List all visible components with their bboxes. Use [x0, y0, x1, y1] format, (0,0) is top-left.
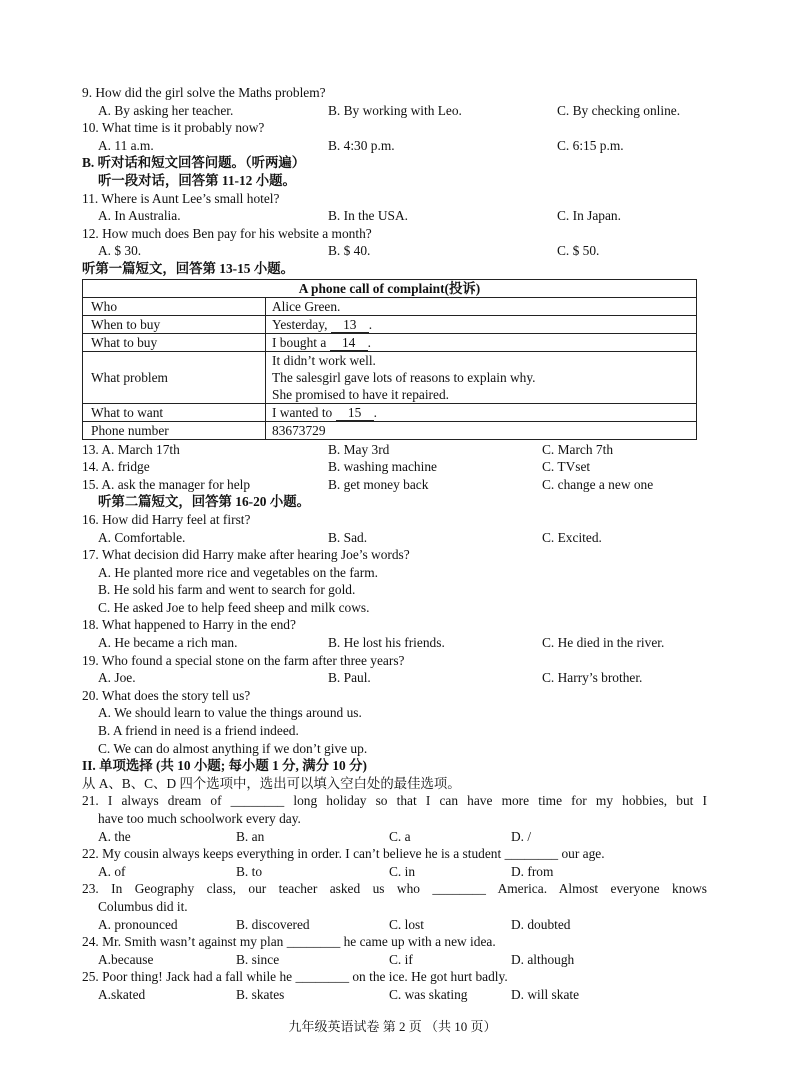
question-9-stem: 9. How did the girl solve the Maths problem?: [82, 85, 326, 100]
question-13-stem: 13. A. March 17th: [82, 441, 180, 457]
option-b: B. 4:30 p.m.: [328, 137, 395, 153]
question-10-stem: 10. What time is it probably now?: [82, 120, 265, 136]
option-d: D. although: [511, 951, 575, 967]
option-c: C. In Japan.: [557, 208, 621, 224]
option-a: A. Comfortable.: [98, 529, 186, 545]
question-14-options: [82, 458, 707, 476]
option-b: B. In the USA.: [328, 208, 408, 224]
option-a: A. He planted more rice and vegetables on the farm.: [98, 564, 378, 580]
problem-line-1: It didn’t work well.: [272, 352, 376, 368]
row-value: Alice Green.: [266, 297, 697, 315]
option-b: B. an: [236, 828, 265, 844]
question-22-options: [82, 863, 707, 881]
option-c: C. $ 50.: [557, 243, 600, 259]
option-b: B. washing machine: [328, 459, 437, 475]
problem-line-2: The salesgirl gave lots of reasons to explain why.: [272, 369, 536, 385]
option-c: C. was skating: [389, 986, 468, 1002]
page-footer: 九年级英语试卷 第 2 页 （共 10 页）: [288, 1019, 497, 1034]
option-b: B. May 3rd: [328, 441, 390, 457]
option-b: B. He sold his farm and went to search for gold.: [98, 582, 356, 598]
option-c: C. Harry’s brother.: [542, 670, 643, 686]
option-b: B. skates: [236, 986, 285, 1002]
question-19-options: [82, 669, 707, 687]
option-d: D. from: [511, 863, 554, 879]
question-12-stem: 12. How much does Ben pay for his website a month?: [82, 225, 372, 241]
passage-2-intro: 听第二篇短文，回答第 16-20 小题。: [98, 494, 311, 510]
option-d: D. doubted: [511, 916, 571, 932]
section-ii-instructions: 从 A、B、C、D 四个选项中，选出可以填入空白处的最佳选项。: [82, 775, 461, 791]
row-label: What to want: [83, 403, 266, 421]
question-16-stem: 16. How did Harry feel at first?: [82, 511, 251, 527]
row-label: What to buy: [83, 333, 266, 351]
question-20-stem: 20. What does the story tell us?: [82, 687, 251, 703]
option-a: A. By asking her teacher.: [98, 102, 234, 118]
question-25-stem: 25. Poor thing! Jack had a fall while he ________ on the ice. He got hurt badly.: [82, 969, 508, 985]
blank-13: 13: [331, 318, 369, 333]
option-a: A. pronounced: [98, 916, 178, 932]
table-row: [83, 297, 697, 315]
dialogue-intro: 听一段对话，回答第 11-12 小题。: [98, 172, 296, 188]
option-a: A.because: [98, 951, 154, 967]
question-15-options: [82, 476, 707, 494]
option-a: A. $ 30.: [98, 243, 142, 259]
question-11-stem: 11. Where is Aunt Lee’s small hotel?: [82, 190, 280, 206]
question-22-stem: 22. My cousin always keeps everything in order. I can’t believe he is a student ________ our age.: [82, 846, 605, 862]
row-label: When to buy: [83, 315, 266, 333]
row-prefix: Yesterday,: [272, 316, 331, 332]
question-23-options: [82, 916, 707, 934]
option-d: D. /: [511, 828, 532, 844]
question-9-options: [82, 102, 707, 120]
option-a: A. Joe.: [98, 670, 136, 686]
option-b: B. He lost his friends.: [328, 635, 445, 651]
question-10-options: [82, 137, 707, 155]
table-row: [83, 351, 697, 403]
passage-1-intro: 听第一篇短文，回答第 13-15 小题。: [82, 260, 295, 276]
question-18-options: [82, 634, 707, 652]
row-value: [266, 351, 697, 403]
option-b: B. get money back: [328, 476, 429, 492]
option-a: A.skated: [98, 986, 146, 1002]
question-12-options: [82, 242, 707, 260]
option-c: C. 6:15 p.m.: [557, 137, 624, 153]
row-value: [266, 333, 697, 351]
option-a: A. In Australia.: [98, 208, 181, 224]
option-c: C. lost: [389, 916, 424, 932]
option-c: C. a: [389, 828, 411, 844]
row-value: [266, 315, 697, 333]
question-24-stem: 24. Mr. Smith wasn’t against my plan ________ he came up with a new idea.: [82, 934, 496, 950]
row-suffix: .: [373, 404, 377, 420]
option-b: B. A friend in need is a friend indeed.: [98, 723, 299, 739]
section-ii-heading: II. 单项选择 (共 10 小题; 每小题 1 分, 满分 10 分): [82, 758, 367, 774]
table-title: A phone call of complaint(投诉): [83, 279, 697, 297]
row-prefix: I bought a: [272, 334, 330, 350]
question-18-stem: 18. What happened to Harry in the end?: [82, 617, 296, 633]
option-c: C. He asked Joe to help feed sheep and milk cows.: [98, 599, 370, 615]
question-21-line-1: 21. I always dream of ________ long holiday so that I can have more time for my hobbies, but I: [82, 793, 707, 809]
row-suffix: .: [368, 316, 373, 332]
question-23-line-1: 23. In Geography class, our teacher asked us who ________ America. Almost everyone knows: [82, 881, 707, 897]
option-c: C. By checking online.: [557, 102, 681, 118]
option-b: B. discovered: [236, 916, 310, 932]
question-17-stem: 17. What decision did Harry make after hearing Joe’s words?: [82, 547, 410, 563]
option-c: C. if: [389, 951, 413, 967]
option-c: C. in: [389, 863, 416, 879]
option-c: C. He died in the river.: [542, 635, 665, 651]
question-21-line-2: have too much schoolwork every day.: [98, 811, 301, 826]
section-b-heading: B. 听对话和短文回答问题。（听两遍）: [82, 155, 306, 171]
option-c: C. March 7th: [542, 441, 614, 457]
question-13-options: [82, 441, 707, 459]
problem-line-3: She promised to have it repaired.: [272, 386, 450, 402]
table-row: [83, 403, 697, 421]
question-21-options: [82, 828, 707, 846]
question-11-options: [82, 207, 707, 225]
row-label: What problem: [83, 351, 266, 403]
blank-14: 14: [330, 336, 368, 351]
option-b: B. Sad.: [328, 529, 368, 545]
complaint-table: [82, 279, 697, 440]
option-b: B. to: [236, 863, 263, 879]
option-c: C. change a new one: [542, 476, 654, 492]
option-a: A. We should learn to value the things around us.: [98, 705, 362, 721]
table-row: [83, 333, 697, 351]
question-19-stem: 19. Who found a special stone on the farm after three years?: [82, 652, 405, 668]
question-25-options: [82, 986, 707, 1004]
row-value: [266, 403, 697, 421]
row-prefix: I wanted to: [272, 404, 336, 420]
option-a: A. the: [98, 828, 131, 844]
question-15-stem: 15. A. ask the manager for help: [82, 476, 251, 492]
row-suffix: .: [367, 334, 372, 350]
blank-15: 15: [336, 406, 374, 421]
row-value: 83673729: [266, 421, 697, 439]
question-16-options: [82, 529, 707, 547]
table-row: [83, 315, 697, 333]
option-b: B. $ 40.: [328, 243, 371, 259]
option-b: B. since: [236, 951, 280, 967]
option-d: D. will skate: [511, 986, 580, 1002]
option-c: C. Excited.: [542, 529, 602, 545]
option-c: C. TVset: [542, 459, 591, 475]
row-label: Who: [83, 297, 266, 315]
option-b: B. Paul.: [328, 670, 371, 686]
option-a: A. of: [98, 863, 126, 879]
option-c: C. We can do almost anything if we don’t give up.: [98, 740, 368, 756]
question-14-stem: 14. A. fridge: [82, 459, 150, 475]
table-row: [83, 421, 697, 439]
row-label: Phone number: [83, 421, 266, 439]
option-b: B. By working with Leo.: [328, 102, 462, 118]
option-a: A. He became a rich man.: [98, 635, 238, 651]
question-24-options: [82, 951, 707, 969]
exam-page: [82, 84, 707, 1004]
question-23-line-2: Columbus did it.: [98, 898, 188, 914]
option-a: A. 11 a.m.: [98, 137, 154, 153]
